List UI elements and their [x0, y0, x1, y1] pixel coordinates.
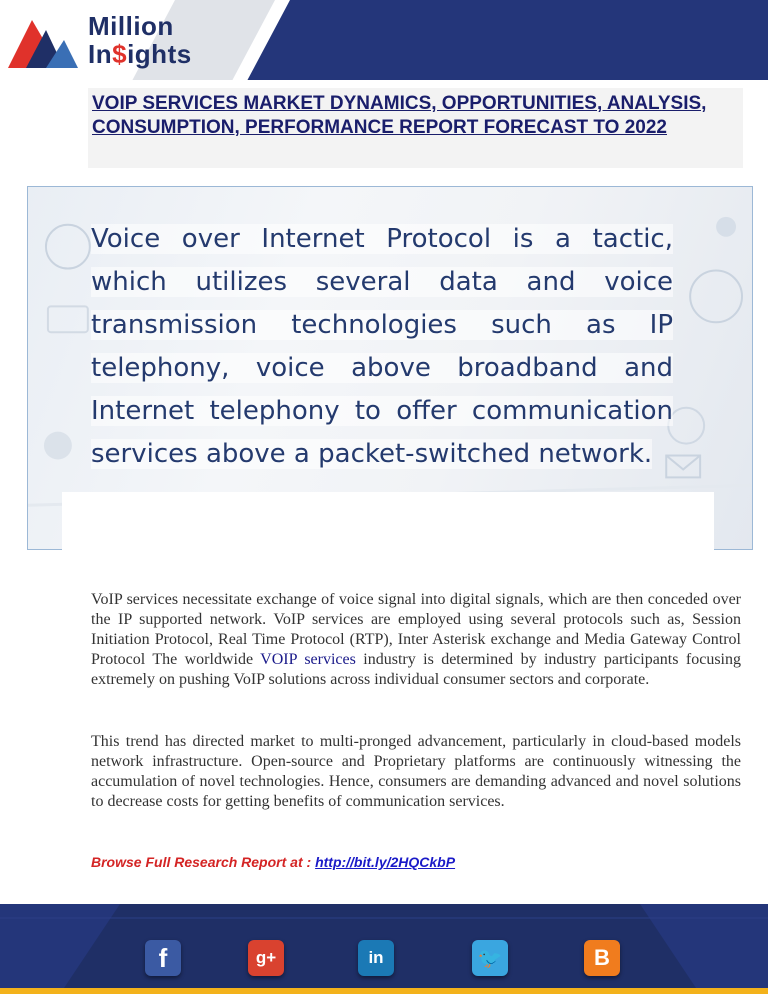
- hero-bottom-strip: [62, 492, 714, 556]
- hero-headline: [91, 218, 673, 476]
- header-band: [215, 0, 768, 80]
- paragraph-1-end: industry is determined by industry participants focusing extremely on pushing VoIP solutions across individual consumer sectors and corporate.: [91, 651, 741, 688]
- browse-label: Browse Full Research Report at :: [91, 854, 316, 870]
- twitter-glyph: 🐦: [477, 947, 503, 970]
- browse-report-line: [91, 854, 455, 870]
- twitter-icon[interactable]: [472, 940, 508, 976]
- logo-line-2-b: ights: [127, 39, 192, 69]
- logo-line-2-a: In: [88, 39, 113, 69]
- hero-headline-text: Voice over Internet Protocol is a tactic, which utilizes several data and voice transmission technologies such as IP telephony, voice above broadband and Internet telephony to offer communication services above a packet-switched network.: [91, 224, 673, 469]
- report-url-link[interactable]: http://bit.ly/2HQCkbP: [315, 854, 456, 870]
- paragraph-2: This trend has directed market to multi-pronged advancement, particularly in cloud-based models network infrastructure. Open-source and Proprietary platforms are continuously witnessing the accumulation of novel technologies. Hence, consumers are demanding advanced and novel solutions to decrease costs for getting benefits of communication services.: [91, 733, 741, 810]
- blogger-glyph: B: [594, 945, 610, 970]
- voip-services-link[interactable]: VOIP services: [260, 651, 356, 668]
- google-plus-icon[interactable]: [248, 940, 284, 976]
- logo-wordmark: [88, 12, 192, 68]
- logo-dollar: $: [112, 39, 128, 69]
- footer-stripe: [0, 988, 768, 994]
- google-plus-glyph: g+: [255, 948, 277, 967]
- facebook-icon[interactable]: [145, 940, 181, 976]
- linkedin-glyph: in: [368, 948, 384, 967]
- logo-line-1: Million: [88, 11, 174, 41]
- facebook-glyph: f: [158, 942, 168, 973]
- million-insights-logo[interactable]: [6, 10, 196, 72]
- paragraph-1-start: VoIP services necessitate exchange of voice signal into digital signals, which are then conceded over the IP supported network. VoIP services are employed using several protocols such as, Session Initiation Protocol, Real Time Protocol (RTP), Inter Asterisk exchange and Media Gateway Control Protocol The worldwide: [91, 591, 741, 668]
- page-footer: [0, 904, 768, 994]
- page-header: [0, 0, 768, 168]
- linkedin-icon[interactable]: [358, 940, 394, 976]
- logo-mark-icon: [6, 14, 80, 70]
- paragraph-1: [91, 590, 741, 690]
- blogger-icon[interactable]: [584, 940, 620, 976]
- report-title: VOIP SERVICES MARKET DYNAMICS, OPPORTUNITIES, ANALYSIS, CONSUMPTION, PERFORMANCE REPORT FORECAST TO 2022: [92, 93, 707, 138]
- logo-line-2: [88, 40, 192, 68]
